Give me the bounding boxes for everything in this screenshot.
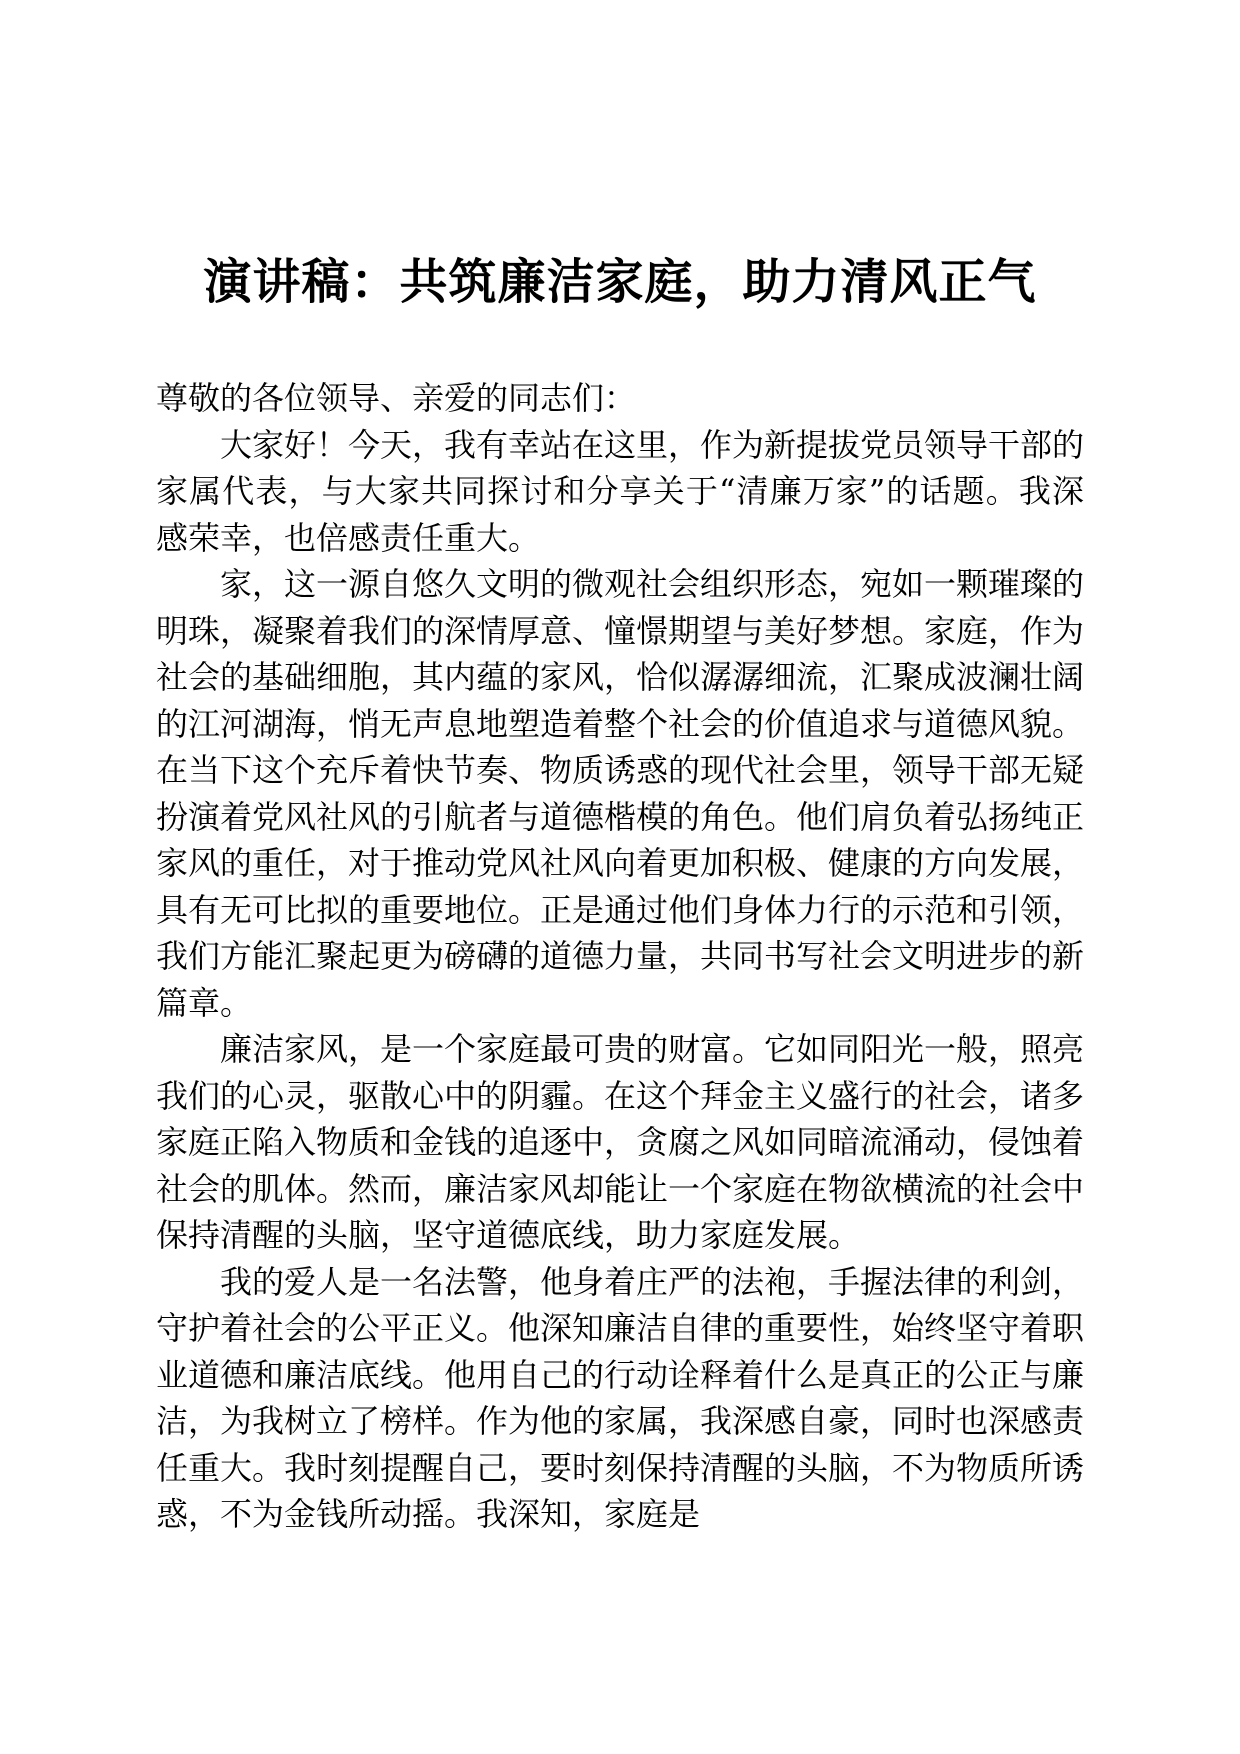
document-body	[156, 375, 1084, 1538]
document-title: 演讲稿：共筑廉洁家庭，助力清风正气	[203, 254, 1037, 310]
paragraph: 我的爱人是一名法警，他身着庄严的法袍，手握法律的利剑，守护着社会的公平正义。他深知廉洁自律的重要性，始终坚守着职业道德和廉洁底线。他用自己的行动诠释着什么是真正的公正与廉洁，为我树立了榜样。作为他的家属，我深感自豪，同时也深感责任重大。我时刻提醒自己，要时刻保持清醒的头脑，不为物质所诱惑，不为金钱所动摇。我深知，家庭是	[156, 1262, 1085, 1533]
paragraph: 廉洁家风，是一个家庭最可贵的财富。它如同阳光一般，照亮我们的心灵，驱散心中的阴霾。在这个拜金主义盛行的社会，诸多家庭正陷入物质和金钱的追逐中，贪腐之风如同暗流涌动，侵蚀着社会的肌体。然而，廉洁家风却能让一个家庭在物欲横流的社会中保持清醒的头脑，坚守道德底线，助力家庭发展。	[156, 1030, 1085, 1254]
paragraph: 家，这一源自悠久文明的微观社会组织形态，宛如一颗璀璨的明珠，凝聚着我们的深情厚意、憧憬期望与美好梦想。家庭，作为社会的基础细胞，其内蕴的家风，恰似潺潺细流，汇聚成波澜壮阔的江河湖海，悄无声息地塑造着整个社会的价值追求与道德风貌。在当下这个充斥着快节奏、物质诱惑的现代社会里，领导干部无疑扮演着党风社风的引航者与道德楷模的角色。他们肩负着弘扬纯正家风的重任，对于推动党风社风向着更加积极、健康的方向发展，具有无可比拟的重要地位。正是通过他们身体力行的示范和引领，我们方能汇聚起更为磅礴的道德力量，共同书写社会文明进步的新篇章。	[156, 565, 1085, 1022]
salutation: 尊敬的各位领导、亲爱的同志们：	[156, 379, 637, 417]
paragraph: 大家好！今天，我有幸站在这里，作为新提拔党员领导干部的家属代表，与大家共同探讨和分享关于“清廉万家”的话题。我深感荣幸，也倍感责任重大。	[156, 425, 1085, 557]
